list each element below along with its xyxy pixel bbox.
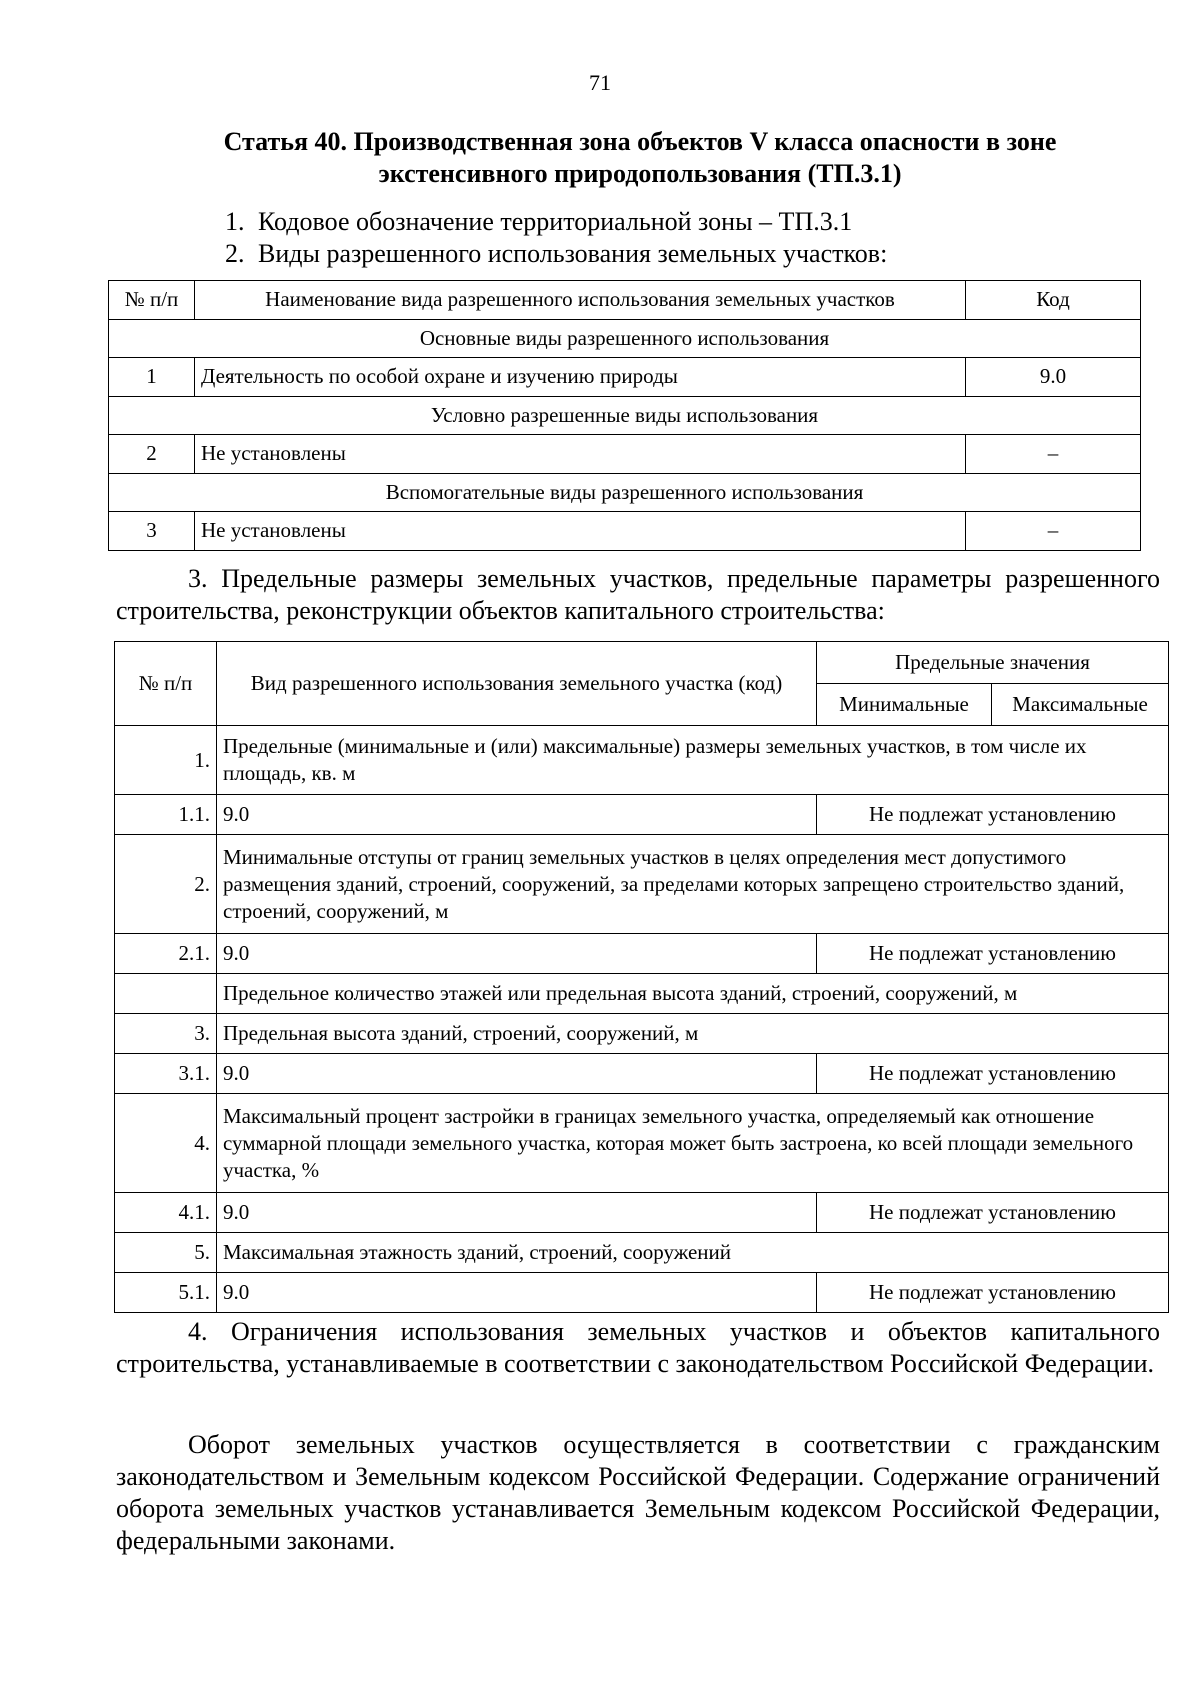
list-item-1 — [225, 206, 852, 238]
row-value: Не подлежат установлению — [817, 1193, 1169, 1233]
article-title — [160, 126, 1120, 190]
header-code: Код — [966, 281, 1141, 320]
table-row — [109, 512, 1141, 551]
row-num: 5. — [115, 1233, 217, 1273]
row-num: 4.1. — [115, 1193, 217, 1233]
header-num: № п/п — [115, 642, 217, 726]
table-header-row — [109, 281, 1141, 320]
row-code: – — [966, 435, 1141, 474]
section-row — [109, 473, 1141, 512]
row-text: Предельное количество этажей или предельная высота зданий, строений, сооружений, м — [217, 974, 1169, 1014]
table-row — [115, 1233, 1169, 1273]
header-limits: Предельные значения — [817, 642, 1169, 684]
table-row — [115, 934, 1169, 974]
table-row — [115, 726, 1169, 795]
header-num: № п/п — [109, 281, 195, 320]
list-item-2 — [225, 238, 887, 270]
row-value: Не подлежат установлению — [817, 1054, 1169, 1094]
table-row — [109, 358, 1141, 397]
row-num — [115, 974, 217, 1014]
limits-table — [114, 641, 1169, 1313]
row-num: 3 — [109, 512, 195, 551]
article-title-line-2: экстенсивного природопользования (ТП.3.1) — [378, 159, 902, 188]
section-3-heading: 3. Предельные размеры земельных участков, предельные параметры разрешенного строительства, реконструкции объектов капитального строительства: — [116, 564, 1160, 625]
row-text: Максимальная этажность зданий, строений, сооружений — [217, 1233, 1169, 1273]
table-row — [115, 1014, 1169, 1054]
table-row — [115, 835, 1169, 934]
row-num: 2. — [115, 835, 217, 934]
row-code: – — [966, 512, 1141, 551]
row-code: 9.0 — [217, 1193, 817, 1233]
table-row — [115, 795, 1169, 835]
row-text: Максимальный процент застройки в границах земельного участка, определяемый как отношение суммарной площади земельного участка, которая может быть застроена, ко всей площади земельного участка, % — [217, 1094, 1169, 1193]
section-row — [109, 396, 1141, 435]
section-row — [109, 319, 1141, 358]
row-num: 1. — [115, 726, 217, 795]
row-code: 9.0 — [217, 934, 817, 974]
table-row — [115, 974, 1169, 1014]
list-item-text: Виды разрешенного использования земельных участков: — [258, 239, 888, 268]
list-item-number: 1. — [225, 207, 245, 236]
header-max: Максимальные — [992, 684, 1169, 726]
row-num: 3.1. — [115, 1054, 217, 1094]
list-item-number: 2. — [225, 239, 245, 268]
header-use: Вид разрешенного использования земельного участка (код) — [217, 642, 817, 726]
row-code: 9.0 — [217, 1054, 817, 1094]
permitted-uses-table — [108, 280, 1141, 551]
row-value: Не подлежат установлению — [817, 795, 1169, 835]
row-code: 9.0 — [217, 795, 817, 835]
row-num: 3. — [115, 1014, 217, 1054]
row-name: Не установлены — [195, 512, 966, 551]
section-title: Условно разрешенные виды использования — [109, 396, 1141, 435]
row-num: 5.1. — [115, 1273, 217, 1313]
row-code: 9.0 — [966, 358, 1141, 397]
page-number: 71 — [589, 70, 611, 95]
row-num: 2.1. — [115, 934, 217, 974]
row-text: Предельная высота зданий, строений, сооружений, м — [217, 1014, 1169, 1054]
row-num: 1 — [109, 358, 195, 397]
section-4-heading: 4. Ограничения использования земельных участков и объектов капитального строительства, устанавливаемые в соответствии с законодательством Российской Федерации. — [116, 1317, 1160, 1378]
row-value: Не подлежат установлению — [817, 1273, 1169, 1313]
row-name: Деятельность по особой охране и изучению природы — [195, 358, 966, 397]
header-name: Наименование вида разрешенного использования земельных участков — [195, 281, 966, 320]
section-title: Основные виды разрешенного использования — [109, 319, 1141, 358]
row-num: 2 — [109, 435, 195, 474]
section-4-paragraph: Оборот земельных участков осуществляется в соответствии с гражданским законодательством и Земельным кодексом Российской Федерации. Содержание ограничений оборота земельных участков устанавливается Земельным кодексом Российской Федерации, федеральными законами. — [116, 1430, 1160, 1555]
row-value: Не подлежат установлению — [817, 934, 1169, 974]
table-row — [115, 1273, 1169, 1313]
row-code: 9.0 — [217, 1273, 817, 1313]
row-num: 4. — [115, 1094, 217, 1193]
table-header-row — [115, 642, 1169, 684]
header-min: Минимальные — [817, 684, 992, 726]
row-name: Не установлены — [195, 435, 966, 474]
row-text: Минимальные отступы от границ земельных участков в целях определения мест допустимого размещения зданий, строений, сооружений, за пределами которых запрещено строительство зданий, строений, сооружений, м — [217, 835, 1169, 934]
row-num: 1.1. — [115, 795, 217, 835]
table-row — [115, 1054, 1169, 1094]
row-text: Предельные (минимальные и (или) максимальные) размеры земельных участков, в том числе их площадь, кв. м — [217, 726, 1169, 795]
list-item-text: Кодовое обозначение территориальной зоны – ТП.3.1 — [258, 207, 853, 236]
table-row — [115, 1094, 1169, 1193]
section-title: Вспомогательные виды разрешенного использования — [109, 473, 1141, 512]
article-title-line-1: Статья 40. Производственная зона объектов V класса опасности в зоне — [223, 127, 1057, 156]
table-row — [115, 1193, 1169, 1233]
table-row — [109, 435, 1141, 474]
